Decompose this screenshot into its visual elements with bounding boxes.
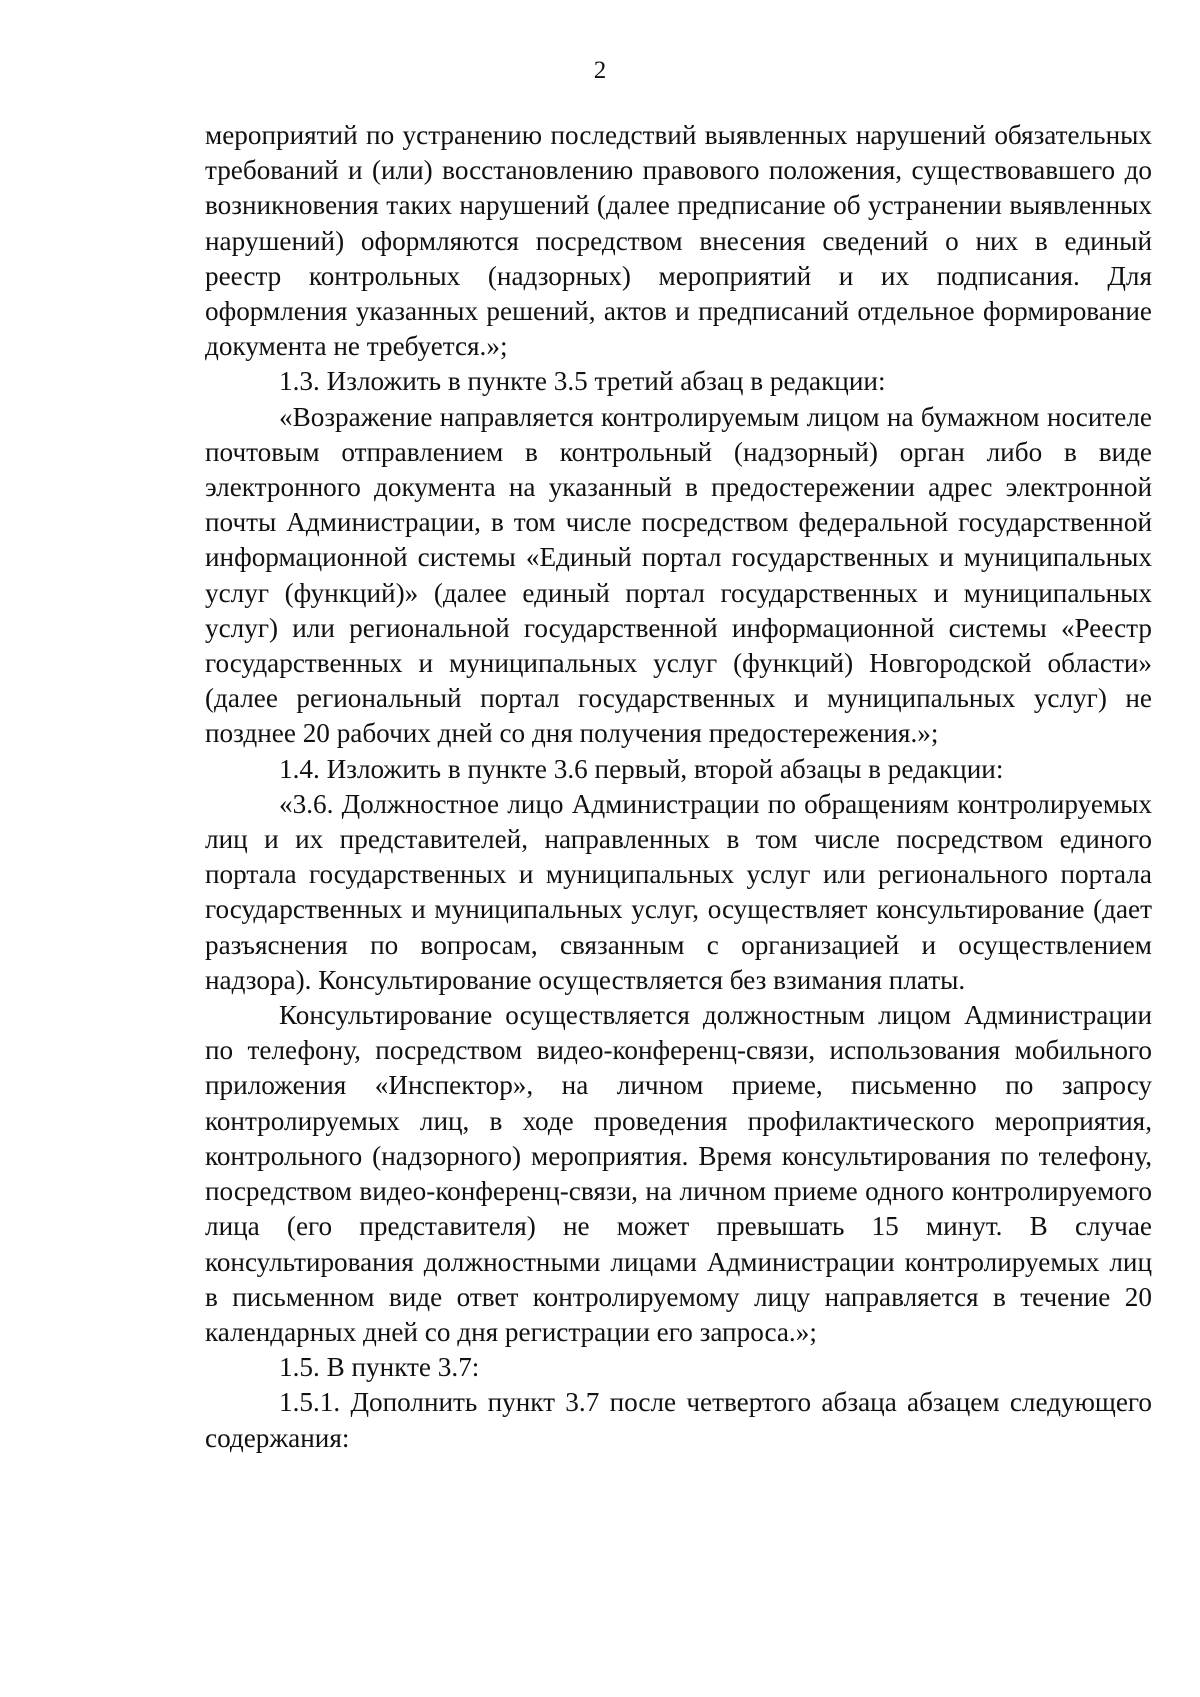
paragraph: 1.5. В пункте 3.7: [279,1352,480,1383]
paragraph: «3.6. Должностное лицо Администрации по обращениям контролируемых лиц и их представителей, направленных в том числе посредством единого портала государственных и муниципальных услуг или регионального портала государственных и муниципальных услуг, осуществляет консультирование (дает разъяснения по вопросам, связанным с организацией и осуществлением надзора). Консультирование осуществляется без взимания платы. [205,788,1152,995]
paragraph: мероприятий по устранению последствий выявленных нарушений обязательных требований и (или) восстановлению правового положения, существовавшего до возникновения таких нарушений (далее предписание об устранении выявленных нарушений) оформляются посредством внесения сведений о них в единый реестр контрольных (надзорных) мероприятий и их подписания. Для оформления указанных решений, актов и предписаний отдельное формирование документа не требуется.»; [205,120,1152,362]
page-number: 2 [593,57,607,84]
paragraph: 1.3. Изложить в пункте 3.5 третий абзац в редакции: [279,366,886,397]
paragraph: 1.5.1. Дополнить пункт 3.7 после четвертого абзаца абзацем следующего содержания: [205,1387,1152,1453]
paragraph: Консультирование осуществляется должностным лицом Администрации по телефону, посредством видео-конференц-связи, использования мобильного приложения «Инспектор», на личном приеме, письменно по запросу контролируемых лиц, в ходе проведения профилактического мероприятия, контрольного (надзорного) мероприятия. Время консультирования по телефону, посредством видео-конференц-связи, на личном приеме одного контролируемого лица (его представителя) не может превышать 15 минут. В случае консультирования должностными лицами Администрации контролируемых лиц в письменном виде ответ контролируемому лицу направляется в течение 20 календарных дней со дня регистрации его запроса.»; [205,1000,1152,1347]
paragraph: «Возражение направляется контролируемым лицом на бумажном носителе почтовым отправлением в контрольный (надзорный) орган либо в виде электронного документа на указанный в предостережении адрес электронной почты Администрации, в том числе посредством федеральной государственной информационной системы «Единый портал государственных и муниципальных услуг (функций)» (далее единый портал государственных и муниципальных услуг) или региональной государственной информационной системы «Реестр государственных и муниципальных услуг (функций) Новгородской области» (далее региональный портал государственных и муниципальных услуг) не позднее 20 рабочих дней со дня получения предостережения.»; [205,401,1152,749]
paragraph: 1.4. Изложить в пункте 3.6 первый, второй абзацы в редакции: [279,753,1004,784]
document-body [205,118,1152,1456]
